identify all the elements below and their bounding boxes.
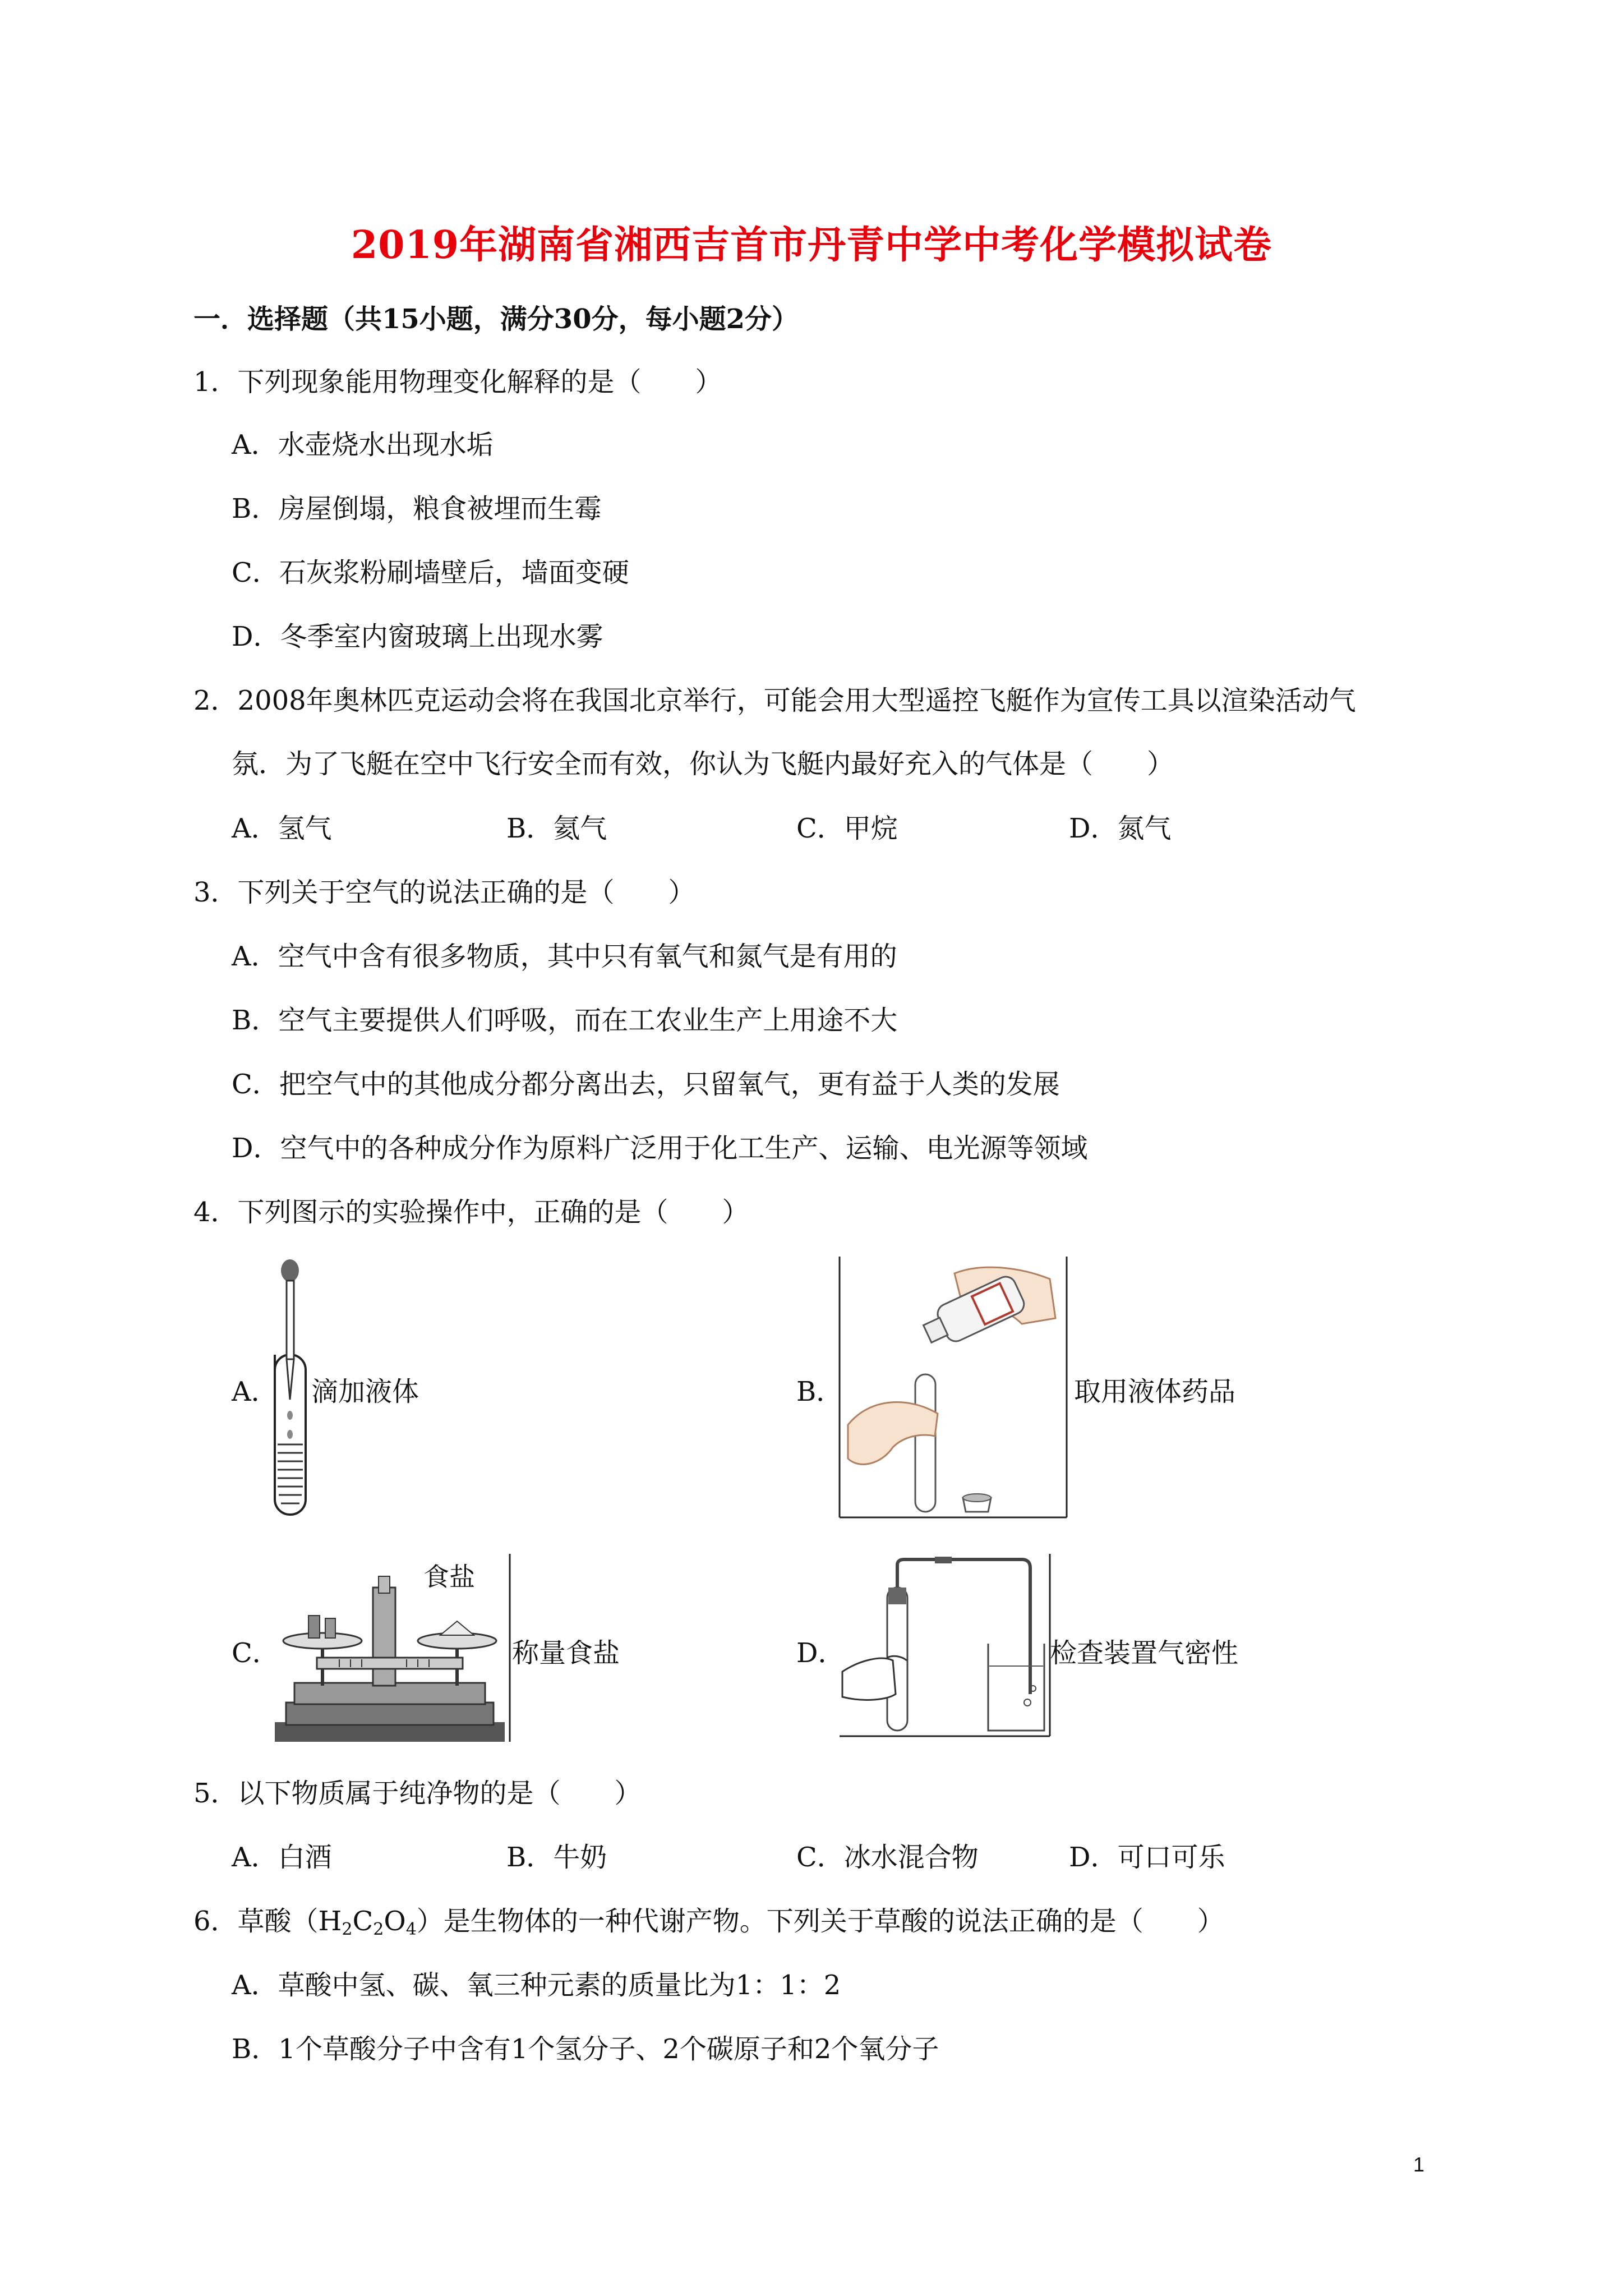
question-6-option-a: A．草酸中氢、碳、氧三种元素的质量比为1：1：2 bbox=[232, 1970, 841, 2001]
dropper-test-tube-figure bbox=[272, 1259, 314, 1517]
formula-subscript-h: 2 bbox=[342, 1920, 353, 1939]
question-2-option-a: A．氢气 bbox=[232, 813, 332, 844]
question-5-option-b: B．牛奶 bbox=[506, 1842, 607, 1873]
question-4-option-c-letter: C． bbox=[232, 1637, 279, 1669]
question-3-stem: 3．下列关于空气的说法正确的是（ ） bbox=[193, 877, 695, 908]
formula-subscript-c: 2 bbox=[373, 1920, 384, 1939]
formula-subscript-o: 4 bbox=[405, 1920, 417, 1939]
pour-liquid-figure bbox=[837, 1257, 1069, 1520]
question-6-stem-start: 6．草酸（H bbox=[193, 1906, 342, 1937]
question-3-option-c: C．把空气中的其他成分都分离出去，只留氧气，更有益于人类的发展 bbox=[232, 1069, 1060, 1100]
question-3-option-d: D．空气中的各种成分作为原料广泛用于化工生产、运输、电光源等领域 bbox=[232, 1133, 1088, 1164]
question-3-option-b: B．空气主要提供人们呼吸，而在工农业生产上用途不大 bbox=[232, 1005, 898, 1036]
question-4-option-d-text: 检查装置气密性 bbox=[1050, 1637, 1239, 1669]
question-2-option-b: B．氦气 bbox=[506, 813, 607, 844]
page-title: 2019年湖南省湘西吉首市丹青中学中考化学模拟试卷 bbox=[351, 223, 1272, 268]
formula-oxygen: O bbox=[384, 1906, 406, 1937]
question-4-option-c-text: 称量食盐 bbox=[512, 1637, 620, 1669]
airtightness-check-figure bbox=[837, 1554, 1053, 1739]
salt-label: 食盐 bbox=[423, 1562, 475, 1592]
question-1-option-a: A．水壶烧水出现水垢 bbox=[232, 429, 494, 461]
question-6-stem-end: ）是生物体的一种代谢产物。下列关于草酸的说法正确的是（ ） bbox=[416, 1906, 1224, 1937]
question-4-option-a-letter: A． bbox=[232, 1376, 278, 1407]
question-5-option-a: A．白酒 bbox=[232, 1842, 332, 1873]
balance-scale-figure bbox=[272, 1554, 513, 1745]
question-4-option-a-text: 滴加液体 bbox=[311, 1376, 419, 1407]
question-5-option-c: C．冰水混合物 bbox=[796, 1842, 979, 1873]
question-1-option-b: B．房屋倒塌，粮食被埋而生霉 bbox=[232, 493, 602, 524]
question-2-option-d: D．氮气 bbox=[1069, 813, 1172, 844]
section-heading: 一．选择题（共15小题，满分30分，每小题2分） bbox=[193, 303, 799, 335]
question-6-stem bbox=[193, 1899, 1224, 1939]
question-4-option-b-text: 取用液体药品 bbox=[1074, 1376, 1236, 1407]
question-2-stem-line1: 2．2008年奥林匹克运动会将在我国北京举行，可能会用大型遥控飞艇作为宣传工具以渲染活动气 bbox=[193, 685, 1356, 716]
formula-carbon: C bbox=[352, 1906, 374, 1937]
question-2-option-c: C．甲烷 bbox=[796, 813, 898, 844]
question-1-option-c: C．石灰浆粉刷墙壁后，墙面变硬 bbox=[232, 557, 629, 588]
question-5-option-d: D．可口可乐 bbox=[1069, 1842, 1225, 1873]
question-2-stem-line2: 氛．为了飞艇在空中飞行安全而有效，你认为飞艇内最好充入的气体是（ ） bbox=[232, 748, 1174, 780]
question-5-stem: 5．以下物质属于纯净物的是（ ） bbox=[193, 1778, 642, 1809]
question-4-option-b-letter: B． bbox=[796, 1376, 843, 1407]
question-3-option-a: A．空气中含有很多物质，其中只有氧气和氮气是有用的 bbox=[232, 941, 897, 972]
question-1-option-d: D．冬季室内窗玻璃上出现水雾 bbox=[232, 621, 603, 652]
question-4-stem: 4．下列图示的实验操作中，正确的是（ ） bbox=[193, 1197, 749, 1228]
question-1-stem: 1．下列现象能用物理变化解释的是（ ） bbox=[193, 366, 722, 398]
page-number: 1 bbox=[1413, 2153, 1425, 2176]
question-6-option-b: B．1个草酸分子中含有1个氢分子、2个碳原子和2个氧分子 bbox=[232, 2033, 939, 2065]
question-4-option-d-letter: D． bbox=[796, 1637, 845, 1669]
